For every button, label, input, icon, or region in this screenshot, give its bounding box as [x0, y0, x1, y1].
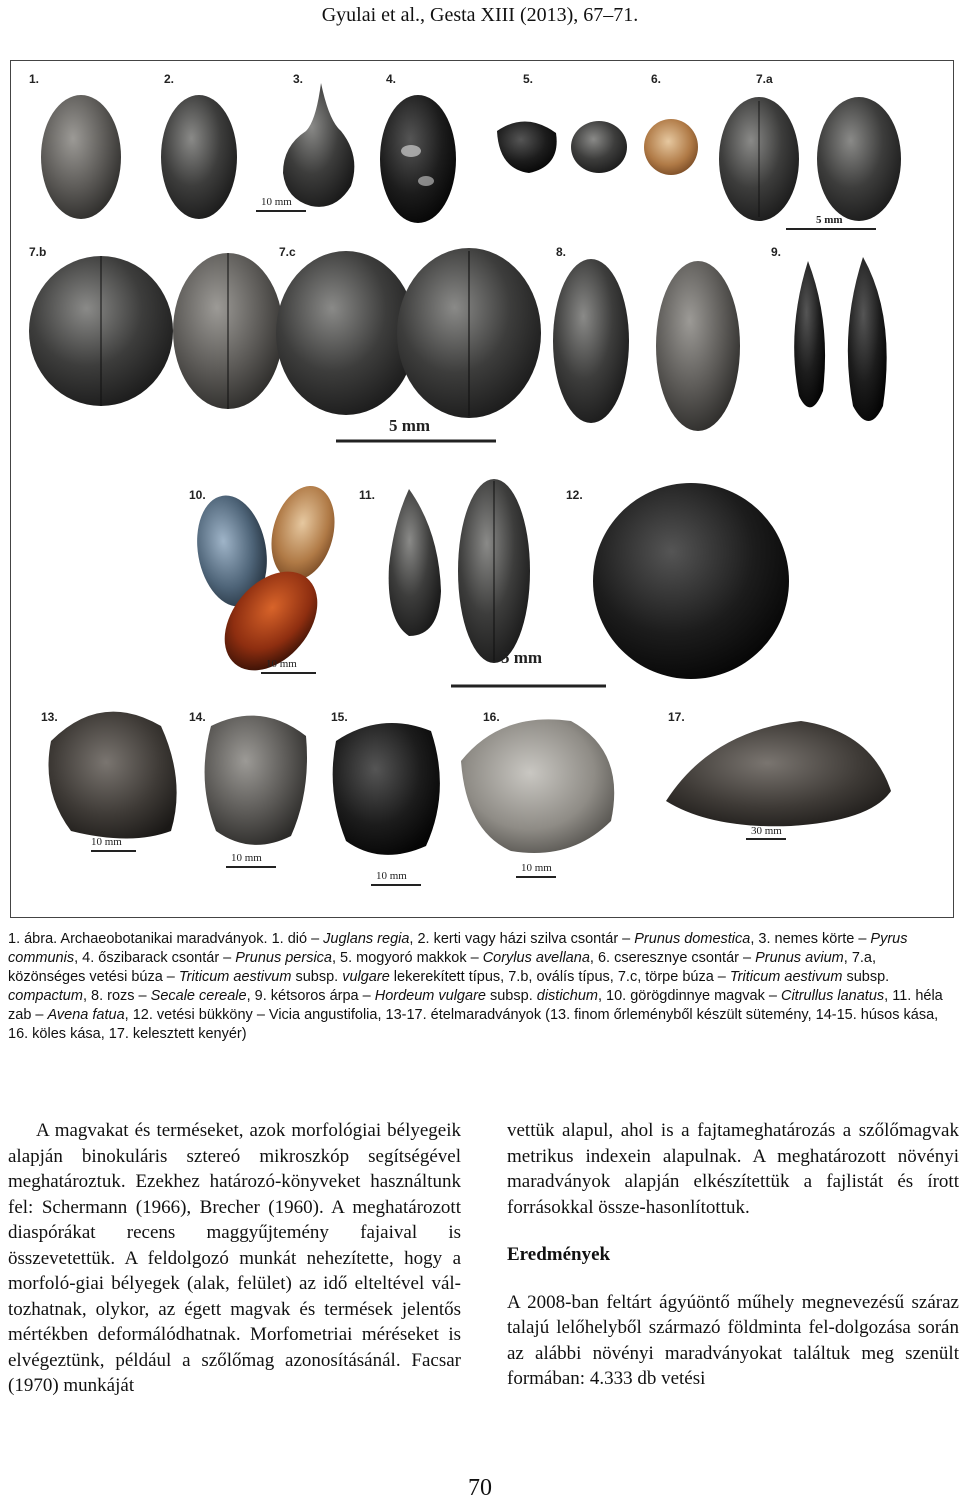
caption-text: , 7.a, közönséges vetési búza –	[8, 950, 877, 985]
caption-text: subsp.	[842, 969, 890, 985]
caption-text: , 3. nemes körte –	[750, 931, 871, 947]
figure-label-11: 11.	[359, 488, 376, 502]
caption-species: distichum	[536, 988, 598, 1004]
caption-text: , 6. cseresznye csontár –	[589, 950, 756, 966]
oat-grain-specimen-1	[389, 489, 441, 636]
caption-text: subsp.	[485, 988, 537, 1004]
caption-species: Corylus avellana	[482, 950, 590, 966]
scale-label-9: 10 mm	[521, 862, 552, 874]
caption-species: compactum	[8, 988, 83, 1004]
figure-label-2: 2.	[164, 72, 175, 86]
figure-label-9: 9.	[771, 245, 782, 259]
paragraph-continuation: vettük alapul, ahol is a fajtameghatározás a szőlőmagvak metrikus indexein alapulnak. A meghatározott növényi maradványok alapján elkészítettük a fajlistát és írott forrásokkal össze-hasonlítottuk.	[507, 1120, 959, 1218]
caption-text: , 9. kétsoros árpa –	[246, 988, 375, 1004]
food-remain-14-specimen	[205, 716, 307, 845]
scale-label-1: 10 mm	[261, 196, 292, 208]
caption-species: Pyrus communis	[8, 931, 908, 966]
caption-species: Citrullus lanatus	[780, 988, 885, 1004]
figure-label-17: 17.	[668, 710, 685, 724]
caption-species: vulgare	[342, 969, 390, 985]
caption-species: Prunus avium	[755, 950, 844, 966]
wheat-grain-7a-specimen-2	[817, 97, 901, 221]
rye-grain-specimen-2	[656, 261, 740, 431]
caption-species: Prunus persica	[235, 950, 332, 966]
caption-species: Hordeum vulgare	[374, 988, 486, 1004]
figure-label-14: 14.	[189, 710, 206, 724]
figure-label-7c: 7.c	[279, 245, 296, 259]
figure-label-13: 13.	[41, 710, 58, 724]
figure-label-16: 16.	[483, 710, 500, 724]
figure-label-1: 1.	[29, 72, 40, 86]
scale-label-8: 10 mm	[376, 870, 407, 882]
caption-species: Prunus domestica	[634, 931, 751, 947]
caption-species: Triticum aestivum	[729, 969, 843, 985]
caption-species: Secale cereale	[150, 988, 247, 1004]
figure-label-3: 3.	[293, 72, 304, 86]
running-header: Gyulai et al., Gesta XIII (2013), 67–71.	[321, 4, 639, 26]
caption-text: 1. ábra. Archaeobotanikai maradványok. 1. dió –	[8, 931, 324, 947]
specimen-photo-plate	[11, 61, 953, 917]
caption-text: , 12. vetési bükköny – Vicia angustifolia, 13-17. ételmaradványok (13. finom őrleményből készült sütemény, 14-15. húsos kása, 16. köles kása, 17. kelesztett kenyér)	[8, 1007, 939, 1042]
plum-stone-specimen	[161, 95, 237, 219]
scale-label-4: 10 mm	[266, 658, 297, 670]
figure-plate	[10, 60, 954, 918]
pear-specimen	[283, 83, 354, 207]
caption-text: , 10. görögdinnye magvak –	[598, 988, 781, 1004]
food-remain-15-specimen	[333, 723, 440, 855]
figure-label-15: 15.	[331, 710, 348, 724]
figure-label-5: 5.	[523, 72, 534, 86]
barley-grain-specimen-1	[794, 261, 825, 407]
rye-grain-specimen-1	[553, 259, 629, 423]
body-column-left	[8, 1118, 461, 1399]
figure-label-6: 6.	[651, 72, 662, 86]
hazelnut-specimen-2	[571, 121, 627, 173]
figure-label-7a: 7.a	[756, 72, 773, 86]
caption-text: , 4. őszibarack csontár –	[74, 950, 236, 966]
scale-label-3: 5 mm	[389, 416, 431, 435]
figure-label-4: 4.	[386, 72, 397, 86]
vetch-seed-specimen	[593, 483, 789, 679]
caption-text: lekerekített típus, 7.b, oválís típus, 7.c, törpe búza –	[389, 969, 730, 985]
figure-label-8: 8.	[556, 245, 567, 259]
section-heading-results: Eredmények	[507, 1244, 611, 1265]
figure-label-7b: 7.b	[29, 245, 47, 259]
barley-grain-specimen-2	[848, 257, 887, 421]
caption-text: , 2. kerti vagy házi szilva csontár –	[409, 931, 635, 947]
peach-stone-specimen	[380, 95, 456, 223]
walnut-specimen	[41, 95, 121, 219]
caption-text: , 11. héla zab –	[8, 988, 943, 1023]
caption-species: Juglans regia	[323, 931, 410, 947]
caption-species: Triticum aestivum	[178, 969, 292, 985]
watermelon-seed-specimen-2	[262, 479, 345, 587]
food-remain-16-specimen	[461, 719, 614, 853]
paragraph-results: A 2008-ban feltárt ágyúöntő műhely megnevezésű száraz talajú lelőhelyből származó földminta fel-dolgozása során az alábbi növényi maradványokat találtuk meg szenült formában: 4.333 db vetési	[507, 1291, 959, 1389]
food-remain-13-specimen	[49, 712, 177, 839]
figure-label-12: 12.	[566, 488, 583, 502]
bread-specimen	[666, 721, 891, 826]
scale-label-2: 5 mm	[816, 214, 843, 226]
figure-label-10: 10.	[189, 488, 206, 502]
caption-text: , 5. mogyoró makkok –	[331, 950, 483, 966]
scale-label-7: 10 mm	[231, 852, 262, 864]
scale-label-5: 5 mm	[501, 648, 543, 667]
scale-label-10: 30 mm	[751, 825, 782, 837]
caption-species: Avena fatua	[47, 1007, 125, 1023]
hazelnut-specimen-1	[497, 121, 557, 173]
wheat-grain-7c-specimen-1	[276, 251, 416, 415]
caption-text: , 8. rozs –	[82, 988, 151, 1004]
caption-text: subsp.	[291, 969, 343, 985]
scale-label-6: 10 mm	[91, 836, 122, 848]
paragraph-methods: A magvakat és terméseket, azok morfológiai bélyegeik alapján binokuláris sztereó mikroszkóp segítségével meghatároztuk. Ezekhez határozó-könyveket használtunk fel: Schermann (1966), Brecher (1960). A meghatározott diaspórákat recens maggyűjtemény fajaival is összevetettük. A feldolgozó munkát nehezítette, hogy a morfoló-giai bélyegek (alak, felület) az idő elteltével vál-tozhatnak, olykor, az égett magvak és termések jelentős mértékben deformálódhatnak. Morfometriai méréseket is elvégeztünk, például a szőlőmag azonosításánál. Facsar (1970) munkáját	[8, 1120, 461, 1396]
body-column-right	[507, 1118, 959, 1392]
page-number: 70	[468, 1475, 492, 1501]
figure-caption	[8, 930, 952, 1044]
cherry-stone-specimen	[644, 119, 698, 175]
